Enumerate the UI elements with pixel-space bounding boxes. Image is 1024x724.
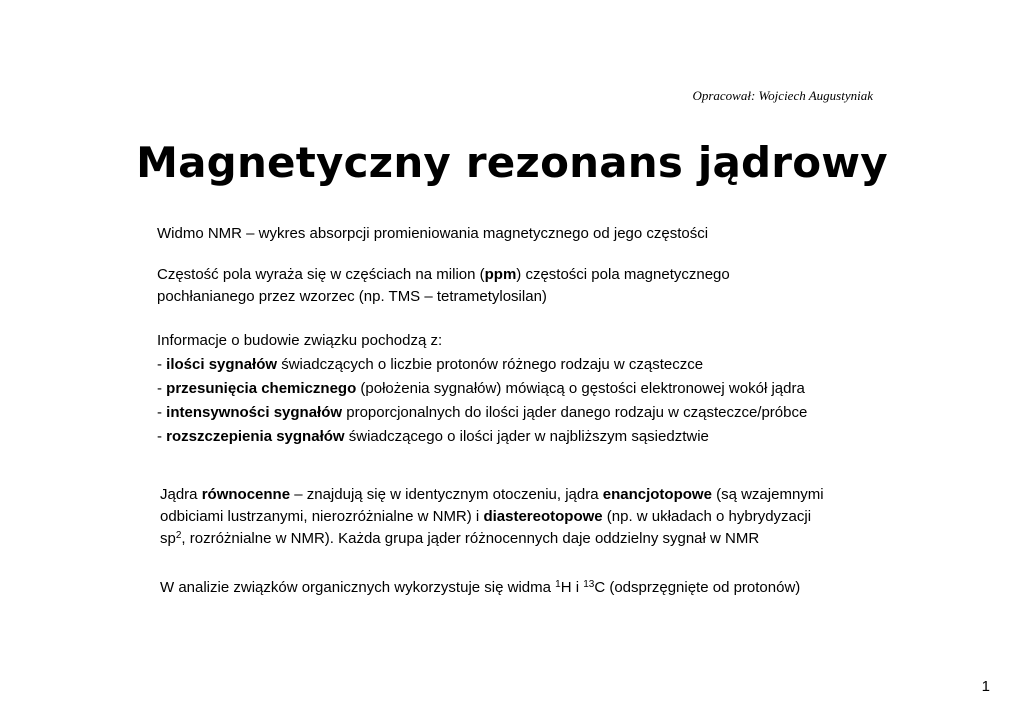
nuclei-text: sp [160, 530, 176, 547]
nuclei-line-3 [160, 528, 824, 550]
list-item-text: (położenia sygnałów) mówiącą o gęstości elektronowej wokół jądra [356, 380, 805, 397]
list-item-term: rozszczepienia sygnałów [166, 428, 345, 445]
list-item [157, 377, 807, 401]
hydrogen-isotope-superscript: 1 [555, 579, 561, 590]
nuclei-text: – znajdują się w identycznym otoczeniu, jądra [290, 486, 603, 503]
list-item-prefix: - [157, 428, 167, 445]
nuclei-line-1 [160, 484, 824, 506]
nmr-definition-text: Widmo NMR – wykres absorpcji promieniowania magnetycznego od jego częstości [157, 225, 709, 242]
page-title: Magnetyczny rezonans jądrowy [136, 138, 888, 187]
equivalent-term: równocenne [201, 486, 291, 503]
ppm-term: ppm [484, 266, 517, 283]
list-item-text: proporcjonalnych do ilości jąder danego rodzaju w cząsteczce/próbce [342, 404, 808, 421]
information-paragraph [157, 329, 807, 449]
analysis-line [160, 577, 800, 599]
list-item-text: świadczącego o ilości jąder w najbliższym sąsiedztwie [344, 428, 709, 445]
nuclei-text: , rozróżnialne w NMR). Każda grupa jąder różnocennych daje oddzielny sygnał w NMR [181, 530, 760, 547]
list-item [157, 401, 807, 425]
author-credit: Opracował: Wojciech Augustyniak [692, 88, 873, 103]
analysis-text: H i [560, 579, 584, 596]
list-item [157, 425, 807, 449]
analysis-text: C (odsprzęgnięte od protonów) [594, 579, 801, 596]
hybridization-superscript: 2 [175, 530, 182, 541]
nuclei-paragraph [160, 484, 824, 550]
nuclei-text: Jądra [160, 486, 202, 503]
frequency-line-1 [157, 264, 730, 286]
list-item-prefix: - [157, 404, 167, 421]
diastereotopic-term: diastereotopowe [483, 508, 603, 525]
analysis-paragraph [160, 577, 800, 599]
analysis-text: W analizie związków organicznych wykorzystuje się widma [160, 579, 556, 596]
frequency-text-b: ) częstości pola magnetycznego [516, 266, 730, 283]
page-number: 1 [981, 678, 990, 695]
list-item [157, 353, 807, 377]
information-intro: Informacje o budowie związku pochodzą z: [157, 332, 443, 349]
list-item-prefix: - [157, 356, 167, 373]
nuclei-line-2 [160, 506, 824, 528]
list-item-text: świadczących o liczbie protonów różnego rodzaju w cząsteczce [277, 356, 704, 373]
list-item-term: intensywności sygnałów [166, 404, 343, 421]
list-item-prefix: - [157, 380, 167, 397]
nmr-definition [157, 223, 708, 245]
frequency-text-a: Częstość pola wyraża się w częściach na milion ( [157, 266, 485, 283]
nuclei-text: odbiciami lustrzanymi, nierozróżnialne w NMR) i [160, 508, 484, 525]
nuclei-text: (np. w układach o hybrydyzacji [602, 508, 812, 525]
nuclei-text: (są wzajemnymi [711, 486, 824, 503]
list-item-term: ilości sygnałów [166, 356, 278, 373]
frequency-line-2: pochłanianego przez wzorzec (np. TMS – tetrametylosilan) [157, 288, 547, 305]
carbon-isotope-superscript: 13 [583, 579, 595, 590]
frequency-paragraph [157, 264, 730, 308]
enantiotopic-term: enancjotopowe [602, 486, 712, 503]
list-item-term: przesunięcia chemicznego [166, 380, 357, 397]
